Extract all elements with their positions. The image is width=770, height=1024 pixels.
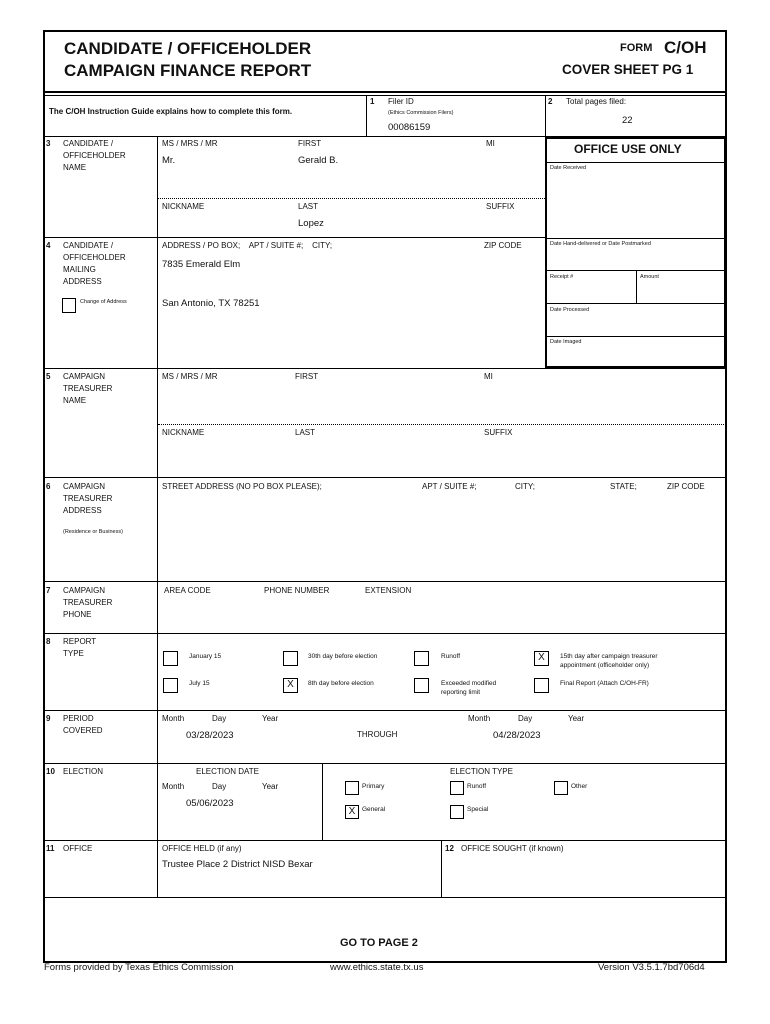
title-line2: CAMPAIGN FINANCE REPORT: [64, 61, 312, 80]
s10-h-day: Day: [212, 782, 227, 791]
s5-label3: NAME: [63, 396, 87, 405]
s6-h-state: STATE;: [610, 482, 637, 491]
office-held[interactable]: Trustee Place 2 District NISD Bexar: [162, 859, 313, 870]
s5-num: 5: [46, 372, 51, 381]
s10-h-type: ELECTION TYPE: [450, 767, 513, 776]
day15-label1: 15th day after campaign treasurer: [560, 653, 658, 660]
candidate-first[interactable]: Gerald B.: [298, 155, 339, 166]
s7-h-ext: EXTENSION: [365, 586, 412, 595]
jan15-label: January 15: [189, 653, 222, 660]
s5-h-suffix: SUFFIX: [484, 428, 513, 437]
form-word: FORM: [620, 42, 653, 54]
s6-label1: CAMPAIGN: [63, 482, 106, 491]
form-code: C/OH: [664, 38, 707, 57]
special-label: Special: [467, 806, 489, 813]
s7-label2: TREASURER: [63, 598, 113, 607]
s7-label1: CAMPAIGN: [63, 586, 106, 595]
general-label: General: [362, 806, 386, 813]
period-from[interactable]: 03/28/2023: [186, 730, 234, 741]
s4-label3: MAILING: [63, 265, 96, 274]
s4-num: 4: [46, 241, 51, 250]
filer-id-label: Filer ID: [388, 97, 414, 106]
go-to-page-2[interactable]: GO TO PAGE 2: [340, 937, 418, 949]
mailing-address-line2[interactable]: San Antonio, TX 78251: [162, 298, 260, 309]
day15-label2: appointment (officeholder only): [560, 662, 650, 669]
footer-url[interactable]: www.ethics.state.tx.us: [330, 962, 424, 973]
s10-h-date: ELECTION DATE: [196, 767, 259, 776]
s7-num: 7: [46, 586, 51, 595]
s3-h-first: FIRST: [298, 139, 322, 148]
runoff-report-checkbox[interactable]: [414, 651, 429, 666]
s4-label2: OFFICEHOLDER: [63, 253, 126, 262]
footer-left: Forms provided by Texas Ethics Commission: [44, 962, 234, 973]
candidate-last[interactable]: Lopez: [298, 218, 324, 229]
s3-h-nick: NICKNAME: [162, 202, 205, 211]
s3-label2: OFFICEHOLDER: [63, 151, 126, 160]
total-pages-num: 2: [548, 97, 553, 106]
total-pages-value[interactable]: 22: [622, 115, 633, 126]
s7-h-area: AREA CODE: [164, 586, 211, 595]
s11-num: 11: [46, 844, 55, 853]
runoff-report-label: Runoff: [441, 653, 461, 660]
s6-label2: TREASURER: [63, 494, 113, 503]
s7-label3: PHONE: [63, 610, 92, 619]
s9-num: 9: [46, 714, 51, 723]
footer-version: Version V3.5.1.7bd706d4: [598, 962, 705, 973]
s4-h-zip: ZIP CODE: [484, 241, 522, 250]
general-checkbox[interactable]: X: [345, 805, 359, 819]
date-processed-label: Date Processed: [550, 307, 590, 313]
s10-num: 10: [46, 767, 55, 776]
s5-label2: TREASURER: [63, 384, 113, 393]
s12-h-sought: OFFICE SOUGHT (if known): [461, 844, 564, 853]
s9-h-year: Year: [262, 714, 279, 723]
change-of-address-label: Change of Address: [80, 299, 127, 305]
s9-h-month: Month: [162, 714, 185, 723]
s6-h-apt: APT / SUITE #;: [422, 482, 477, 491]
s6-num: 6: [46, 482, 51, 491]
s10-label: ELECTION: [63, 767, 104, 776]
s11-h-held: OFFICE HELD (if any): [162, 844, 242, 853]
s5-h-mi: MI: [484, 372, 493, 381]
s3-h-prefix: MS / MRS / MR: [162, 139, 218, 148]
s6-h-zip: ZIP CODE: [667, 482, 705, 491]
s4-label4: ADDRESS: [63, 277, 102, 286]
total-pages-label: Total pages filed:: [566, 97, 627, 106]
s3-label3: NAME: [63, 163, 87, 172]
s8-num: 8: [46, 637, 51, 646]
receipt-label: Receipt #: [550, 274, 574, 280]
amount-label: Amount: [640, 274, 659, 280]
final-report-checkbox[interactable]: [534, 678, 549, 693]
jan15-checkbox[interactable]: [163, 651, 178, 666]
s3-h-mi: MI: [486, 139, 495, 148]
day8-label: 8th day before election: [308, 680, 374, 687]
s4-label1: CANDIDATE /: [63, 241, 114, 250]
s6-label3: ADDRESS: [63, 506, 102, 515]
exceeded-label1: Exceeded modified: [441, 680, 497, 687]
s9-h-year2: Year: [568, 714, 585, 723]
day8-checkbox[interactable]: X: [283, 678, 298, 693]
candidate-prefix[interactable]: Mr.: [162, 155, 176, 166]
other-label: Other: [571, 783, 588, 790]
s11-label: OFFICE: [63, 844, 93, 853]
s10-h-month: Month: [162, 782, 185, 791]
s6-h-street: STREET ADDRESS (NO PO BOX PLEASE);: [162, 482, 322, 491]
day30-checkbox[interactable]: [283, 651, 298, 666]
special-checkbox[interactable]: [450, 805, 464, 819]
exceeded-label2: reporting limit: [441, 689, 481, 696]
office-use-title: OFFICE USE ONLY: [574, 142, 682, 156]
s9-label1: PERIOD: [63, 714, 94, 723]
s7-h-phone: PHONE NUMBER: [264, 586, 330, 595]
through-label: THROUGH: [357, 730, 398, 739]
runoff-election-checkbox[interactable]: [450, 781, 464, 795]
cover-sheet-label: COVER SHEET PG 1: [562, 62, 694, 77]
title-line1: CANDIDATE / OFFICEHOLDER: [64, 39, 312, 58]
s8-label2: TYPE: [63, 649, 84, 658]
s5-h-first: FIRST: [295, 372, 319, 381]
filer-id-value[interactable]: 00086159: [388, 122, 431, 133]
s5-h-nick: NICKNAME: [162, 428, 205, 437]
s3-h-suffix: SUFFIX: [486, 202, 515, 211]
s5-h-prefix: MS / MRS / MR: [162, 372, 218, 381]
s8-label1: REPORT: [63, 637, 97, 646]
period-to[interactable]: 04/28/2023: [493, 730, 541, 741]
day30-label: 30th day before election: [308, 653, 378, 660]
mailing-address-line1[interactable]: 7835 Emerald Elm: [162, 259, 241, 270]
s9-h-day2: Day: [518, 714, 533, 723]
s9-h-month2: Month: [468, 714, 491, 723]
other-checkbox[interactable]: [554, 781, 568, 795]
date-received-label: Date Received: [550, 165, 587, 171]
s12-num: 12: [445, 844, 454, 853]
date-hand-label: Date Hand-delivered or Date Postmarked: [550, 241, 651, 247]
s6-h-city: CITY;: [515, 482, 535, 491]
s3-h-last: LAST: [298, 202, 319, 211]
runoff-election-label: Runoff: [467, 783, 487, 790]
day15-treasurer-checkbox[interactable]: X: [534, 651, 549, 666]
change-of-address-checkbox[interactable]: [62, 298, 76, 313]
exceeded-checkbox[interactable]: [414, 678, 429, 693]
primary-checkbox[interactable]: [345, 781, 359, 795]
filer-id-num: 1: [370, 97, 375, 106]
jul15-label: July 15: [189, 680, 210, 687]
jul15-checkbox[interactable]: [163, 678, 178, 693]
s3-num: 3: [46, 139, 51, 148]
s3-label1: CANDIDATE /: [63, 139, 114, 148]
election-date[interactable]: 05/06/2023: [186, 798, 234, 809]
s6-label4: (Residence or Business): [63, 529, 123, 535]
instruction-text: The C/OH Instruction Guide explains how to complete this form.: [49, 107, 293, 116]
office-use-box: [545, 137, 726, 368]
s10-h-year: Year: [262, 782, 279, 791]
s9-h-day: Day: [212, 714, 227, 723]
date-imaged-label: Date Imaged: [550, 339, 582, 345]
s5-h-last: LAST: [295, 428, 316, 437]
filer-id-sublabel: (Ethics Commission Filers): [388, 110, 454, 116]
s5-label1: CAMPAIGN: [63, 372, 106, 381]
primary-label: Primary: [362, 783, 385, 790]
s9-label2: COVERED: [63, 726, 103, 735]
final-report-label: Final Report (Attach C/OH-FR): [560, 680, 649, 687]
s4-h-addr: ADDRESS / PO BOX; APT / SUITE #; CITY;: [162, 241, 333, 250]
